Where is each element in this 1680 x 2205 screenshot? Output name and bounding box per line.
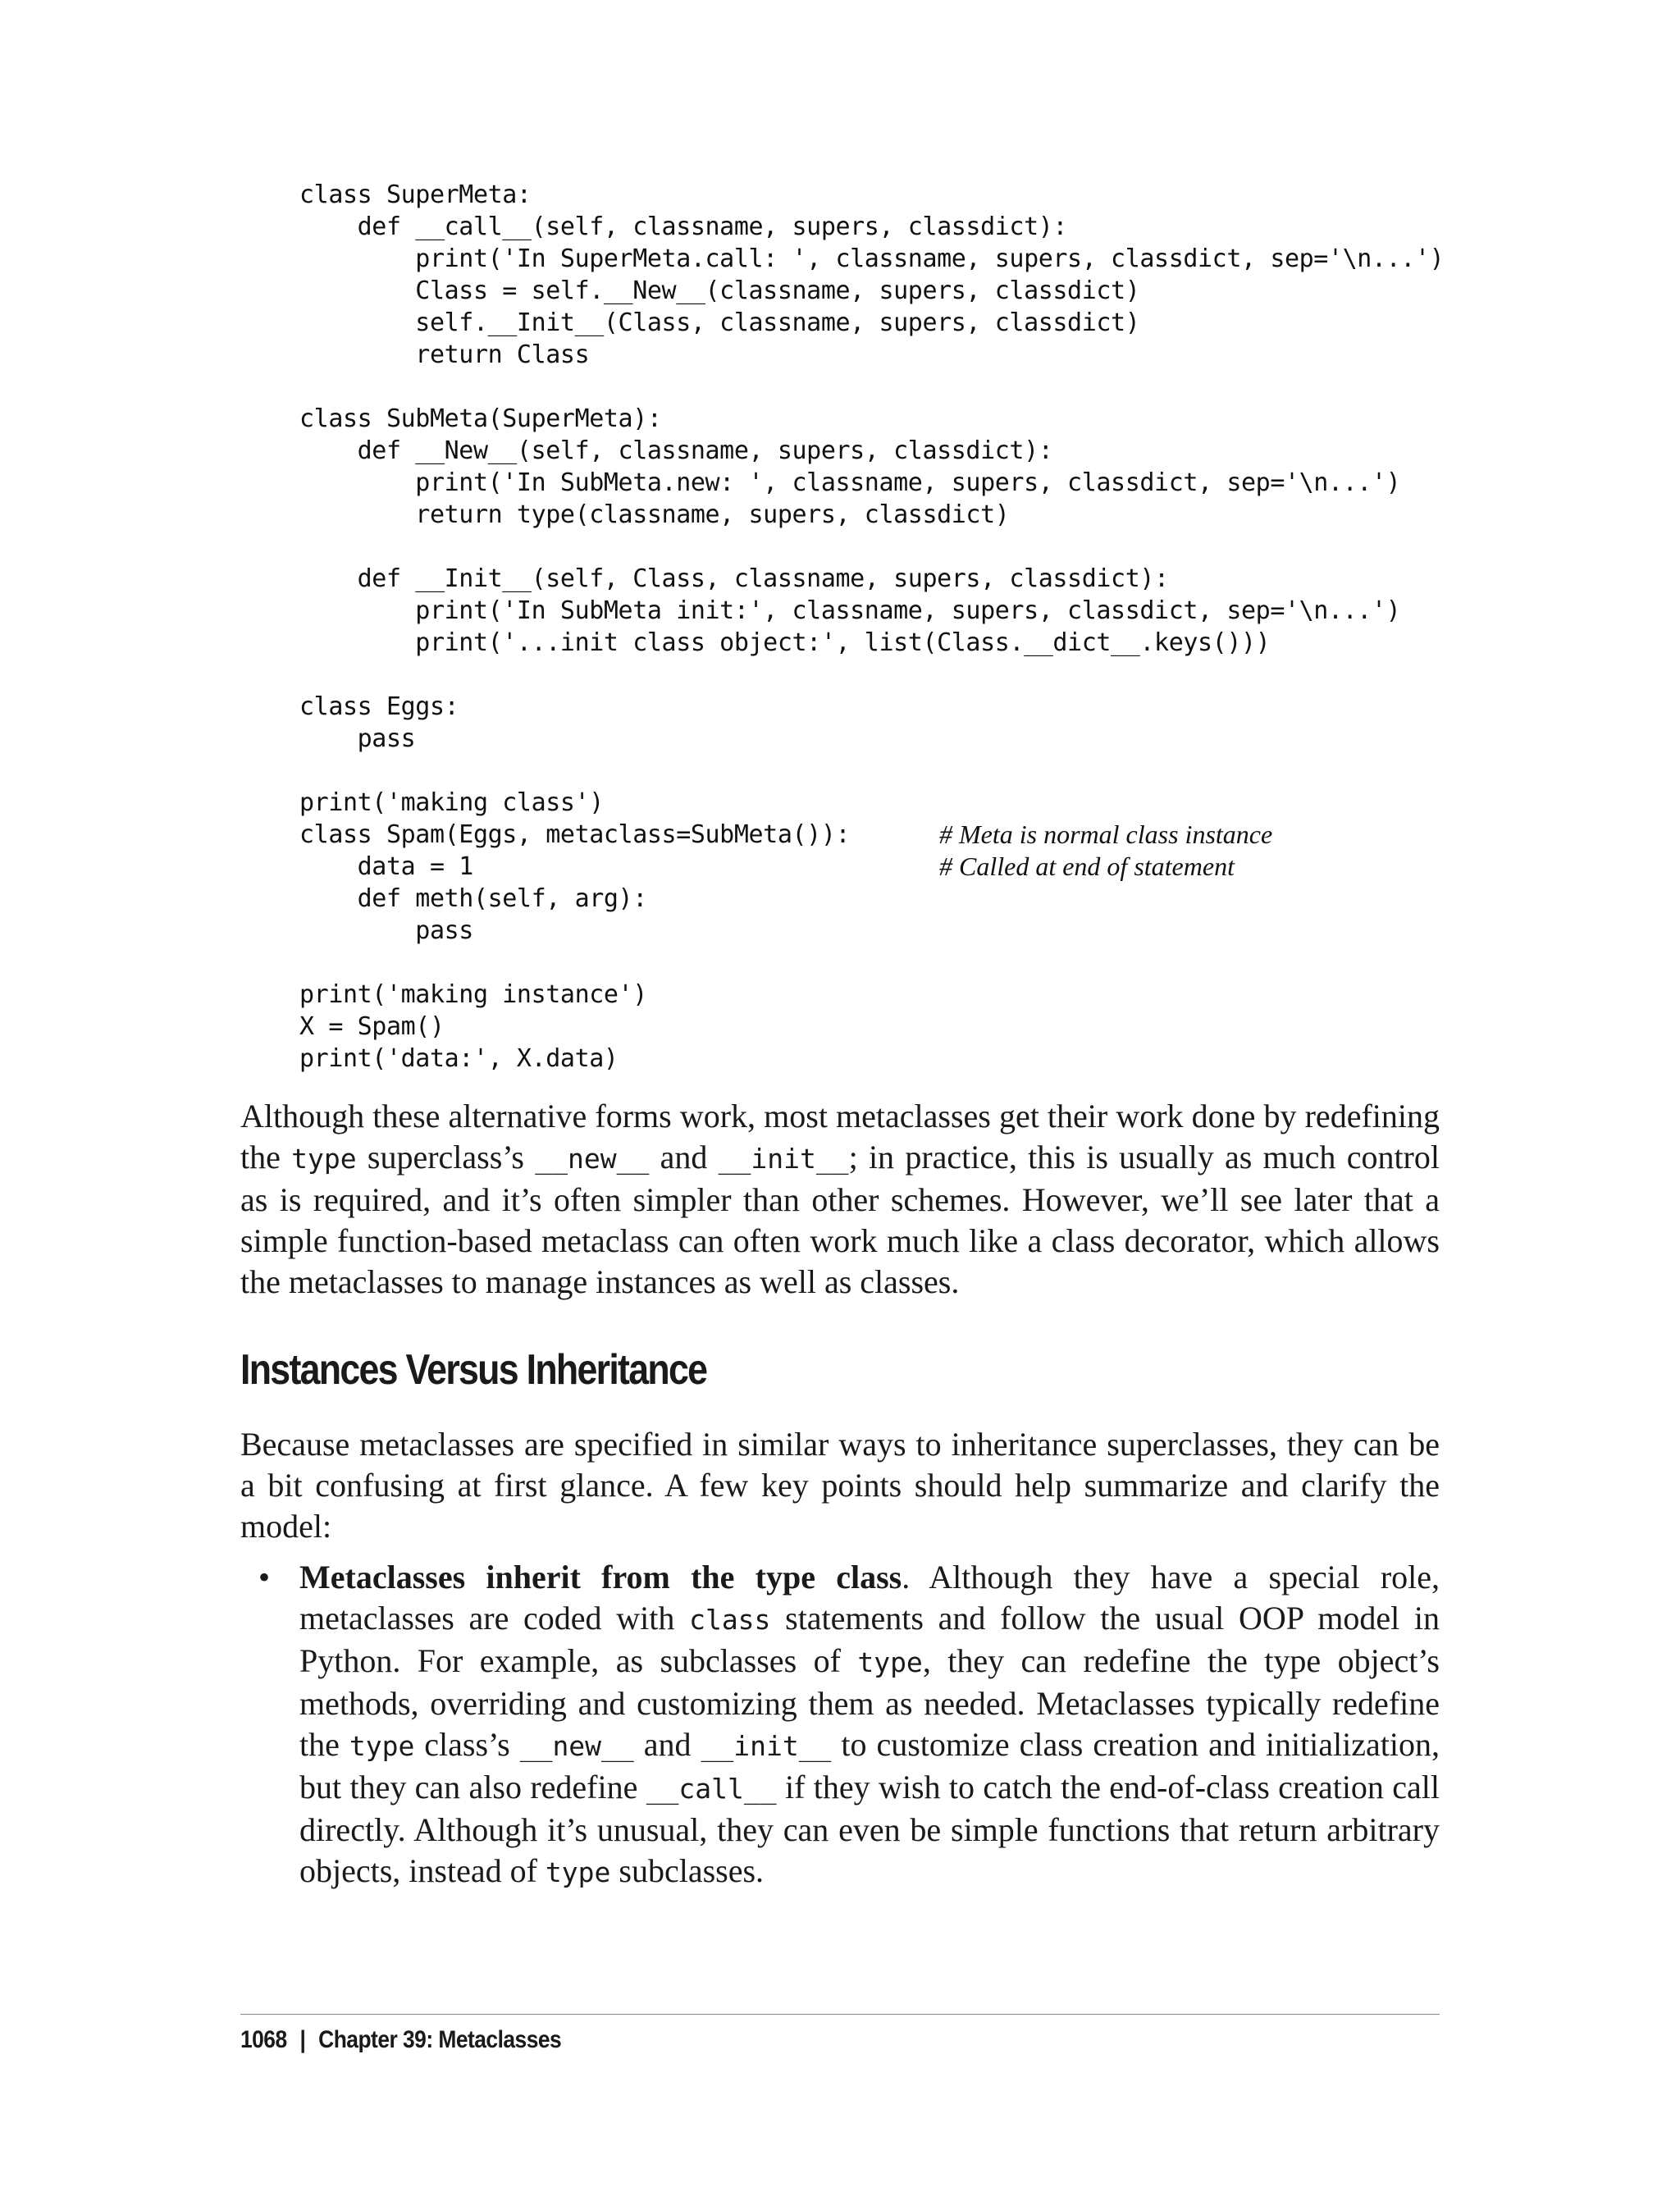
inline-code: __call__ xyxy=(646,1773,777,1805)
code-line: print('making instance') xyxy=(299,980,647,1009)
body-paragraph: Although these alternative forms work, most metaclasses get their work done by redefining the type superclass’s __new__ and __init__; in practice, this is usually as much control as is required, and it’s often simpler than other schemes. However, we’ll see later that a simple function-based metaclass can often work much like a class decorator, which allows the metaclasses to manage instances as well as classes. xyxy=(240,1098,1440,1300)
code-line xyxy=(299,947,1546,979)
code-line: print('making class') xyxy=(299,788,604,817)
code-text: data = 1 xyxy=(299,852,473,881)
bullet-marker: • xyxy=(258,1559,271,1596)
code-line xyxy=(299,371,1546,403)
inline-code: type xyxy=(857,1646,923,1678)
code-line xyxy=(299,659,1546,691)
inline-code: __new__ xyxy=(519,1730,634,1762)
code-line: Class = self.__New__(classname, supers, classdict) xyxy=(299,276,1140,305)
code-line xyxy=(299,755,1546,787)
code-line: print('data:', X.data) xyxy=(299,1044,619,1073)
code-line: def __Init__(self, Class, classname, supers, classdict): xyxy=(299,564,1169,593)
code-line: def __call__(self, classname, supers, classdict): xyxy=(299,212,1068,241)
code-line: print('In SubMeta init:', classname, supers, classdict, sep='\n...') xyxy=(299,596,1401,625)
code-comment: # Meta is normal class instance xyxy=(939,819,1273,849)
code-line: print('In SuperMeta.call: ', classname, supers, classdict, sep='\n...') xyxy=(299,244,1445,273)
code-line: def meth(self, arg): xyxy=(299,884,647,913)
code-comment: # Called at end of statement xyxy=(939,851,1235,881)
code-line-spam-class xyxy=(299,819,1546,851)
page-footer xyxy=(240,2026,561,2054)
body-paragraph: Because metaclasses are specified in similar ways to inheritance superclasses, they can be a bit confusing at first glance. A few key points should help summarize and clarify the model: xyxy=(240,1426,1440,1545)
code-line: class Eggs: xyxy=(299,692,459,721)
inline-code: type xyxy=(349,1730,415,1762)
inline-code: __init__ xyxy=(701,1730,832,1762)
list-item-text: Metaclasses inherit from the type class. Although they have a special role, metaclasses are coded with class statements and follow the usual OOP model in Python. For example, as subclasses of type, they can redefine the type object’s methods, overriding and customizing them as needed. Metaclasses typically redefine the type class’s __new__ and __init__ to customize class creation and initialization, but they can also redefine __call__ if they wish to catch the end-of-class creation call directly. Although it’s unusual, they can even be simple functions that return arbitrary objects, instead of type subclasses. xyxy=(299,1559,1440,1889)
inline-code: __new__ xyxy=(535,1143,650,1175)
code-text: class Spam(Eggs, metaclass=SubMeta()): xyxy=(299,820,851,849)
bullet-list xyxy=(240,1557,1440,1893)
list-item xyxy=(240,1557,1440,1893)
code-line: pass xyxy=(299,916,473,945)
code-line: class SubMeta(SuperMeta): xyxy=(299,404,662,433)
footer-separator: | xyxy=(299,2026,306,2053)
code-line xyxy=(299,531,1546,563)
code-line: return type(classname, supers, classdict) xyxy=(299,500,1010,529)
code-line-data-attr xyxy=(299,851,1546,883)
chapter-title: Chapter 39: Metaclasses xyxy=(318,2026,562,2053)
code-line: print('...init class object:', list(Class.__dict__.keys())) xyxy=(299,628,1271,657)
bold-lead: Metaclasses inherit from the type class xyxy=(299,1559,902,1596)
code-line: return Class xyxy=(299,340,590,369)
code-line: class SuperMeta: xyxy=(299,180,532,209)
inline-code: __init__ xyxy=(718,1143,849,1175)
inline-code: class xyxy=(689,1604,771,1636)
code-line: print('In SubMeta.new: ', classname, supers, classdict, sep='\n...') xyxy=(299,468,1401,497)
page-number: 1068 xyxy=(240,2026,287,2053)
footer-rule xyxy=(240,2014,1440,2015)
code-line: self.__Init__(Class, classname, supers, classdict) xyxy=(299,308,1140,337)
code-listing xyxy=(299,179,1546,1075)
section-heading: Instances Versus Inheritance xyxy=(240,1346,707,1394)
code-line: X = Spam() xyxy=(299,1012,445,1041)
code-line: pass xyxy=(299,724,416,753)
inline-code: type xyxy=(291,1143,357,1175)
code-line: def __New__(self, classname, supers, classdict): xyxy=(299,436,1053,465)
inline-code: type xyxy=(545,1856,611,1888)
